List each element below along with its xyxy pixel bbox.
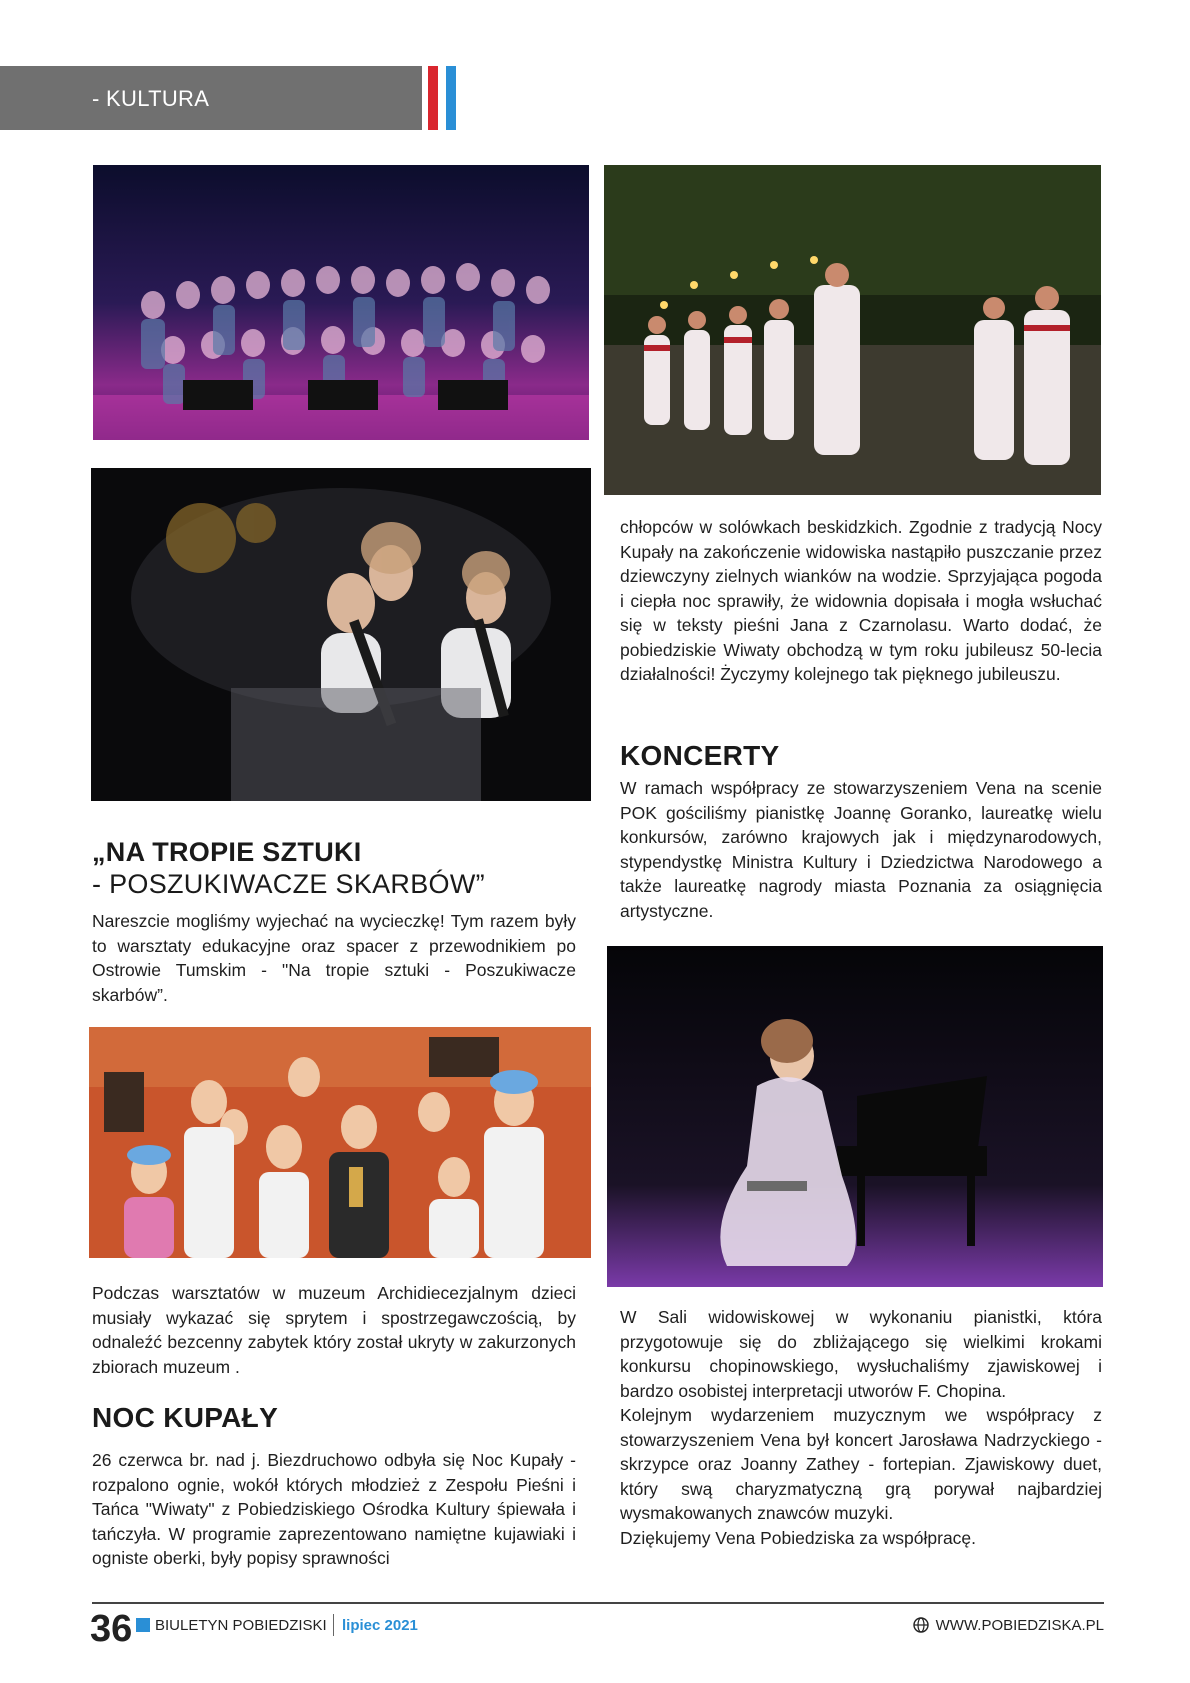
photo-museum-children xyxy=(89,1027,591,1258)
website-link[interactable]: WWW.POBIEDZISKA.PL xyxy=(935,1617,1104,1634)
photo-stage-group xyxy=(93,165,589,440)
issue-date: lipiec 2021 xyxy=(342,1617,418,1634)
noc-kupaly-continuation xyxy=(620,515,1102,687)
section-header xyxy=(0,66,422,130)
koncerty-p1: W Sali widowiskowej w wykonaniu pianistki, która przygotowuje się do zbliżającego się wielkimi krokami konkursu chopinowskiego, wysłuchaliśmy zjawiskowej i bardzo osobistej interpretacji utworów F. Chopina. xyxy=(620,1307,1102,1401)
koncerty-heading: KONCERTY xyxy=(620,740,780,771)
photo-clarinet-players xyxy=(91,468,591,801)
koncerty-p2: Kolejnym wydarzeniem muzycznym we współpracy z stowarzyszeniem Vena był koncert Jarosława Nadrzyckiego - skrzypce oraz Joanny Zathey - fortepian. Zjawiskowy duet, który swą charyzmatyczną grą porywał najbardziej wysmakowanych znawców muzyki. xyxy=(620,1405,1102,1523)
footer-separator xyxy=(333,1614,334,1636)
article-intro xyxy=(92,909,576,1007)
photo-kupala-procession xyxy=(604,165,1101,495)
globe-icon xyxy=(913,1617,929,1633)
koncerty-p3: Dziękujemy Vena Pobiedziska za współpracę. xyxy=(620,1527,977,1548)
noc-kupaly-continuation-text: chłopców w solówkach beskidzkich. Zgodnie z tradycją Nocy Kupały na zakończenie widowiska nastąpiło puszczanie przez dziewczyny zielnych wianków na wodzie. Sprzyjająca pogoda i ciepła noc sprawiły, że widownia dopisała i mogła wsłuchać się w teksty pieśni Jana z Czarnolasu. Warto dodać, że pobiedziskie Wiwaty obchodzą w tym roku jubileusz 50-lecia działalności! Życzymy kolejnego tak pięknego jubileuszu. xyxy=(620,517,1102,684)
koncerty-intro xyxy=(620,776,1102,923)
article-intro-text: Nareszcie mogliśmy wyjechać na wycieczkę! Tym razem były to warsztaty edukacyjne oraz spacer z przewodnikiem po Ostrowie Tumskim - "Na tropie sztuki - Poszukiwacze skarbów”. xyxy=(92,911,576,1005)
page-number: 36 xyxy=(90,1608,133,1650)
square-icon xyxy=(136,1618,150,1632)
blue-stripe xyxy=(446,66,456,130)
footer-divider xyxy=(92,1602,1104,1604)
photo-pianist xyxy=(607,946,1103,1287)
museum-caption xyxy=(92,1281,576,1379)
museum-caption-text: Podczas warsztatów w muzeum Archidiecezjalnym dzieci musiały wykazać się sprytem i spostrzegawczością, by odnaleźć bezcenny zabytek który został ukryty w zakurzonych zbiorach muzeum . xyxy=(92,1283,576,1377)
koncerty-text xyxy=(620,1305,1102,1550)
noc-kupaly-heading: NOC KUPAŁY xyxy=(92,1402,279,1433)
publication-name: BIULETYN POBIEDZISKI xyxy=(155,1617,327,1634)
article-title: „NA TROPIE SZTUKI xyxy=(92,837,362,867)
koncerty-intro-text: W ramach współpracy ze stowarzyszeniem Vena na scenie POK gościliśmy pianistkę Joannę Goranko, laureatkę wielu konkursów, zarówno krajowych jak i międzynarodowych, stypendystkę Ministra Kultury i Dziedzictwa Narodowego a także laureatkę nagrody miasta Poznania za osiągnięcia artystyczne. xyxy=(620,778,1102,921)
noc-kupaly-text xyxy=(92,1448,576,1571)
article-subtitle: - POSZUKIWACZE SKARBÓW” xyxy=(92,869,485,899)
red-stripe xyxy=(428,66,438,130)
noc-kupaly-paragraph: 26 czerwca br. nad j. Biezdruchowo odbyła się Noc Kupały - rozpalono ognie, wokół których młodzież z Zespołu Pieśni i Tańca "Wiwaty" z Pobiedziskiego Ośrodka Kultury śpiewała i tańczyła. W programie zaprezentowano namiętne kujawiaki i ogniste oberki, były popisy sprawności xyxy=(92,1450,576,1568)
section-title: - KULTURA xyxy=(92,86,210,111)
